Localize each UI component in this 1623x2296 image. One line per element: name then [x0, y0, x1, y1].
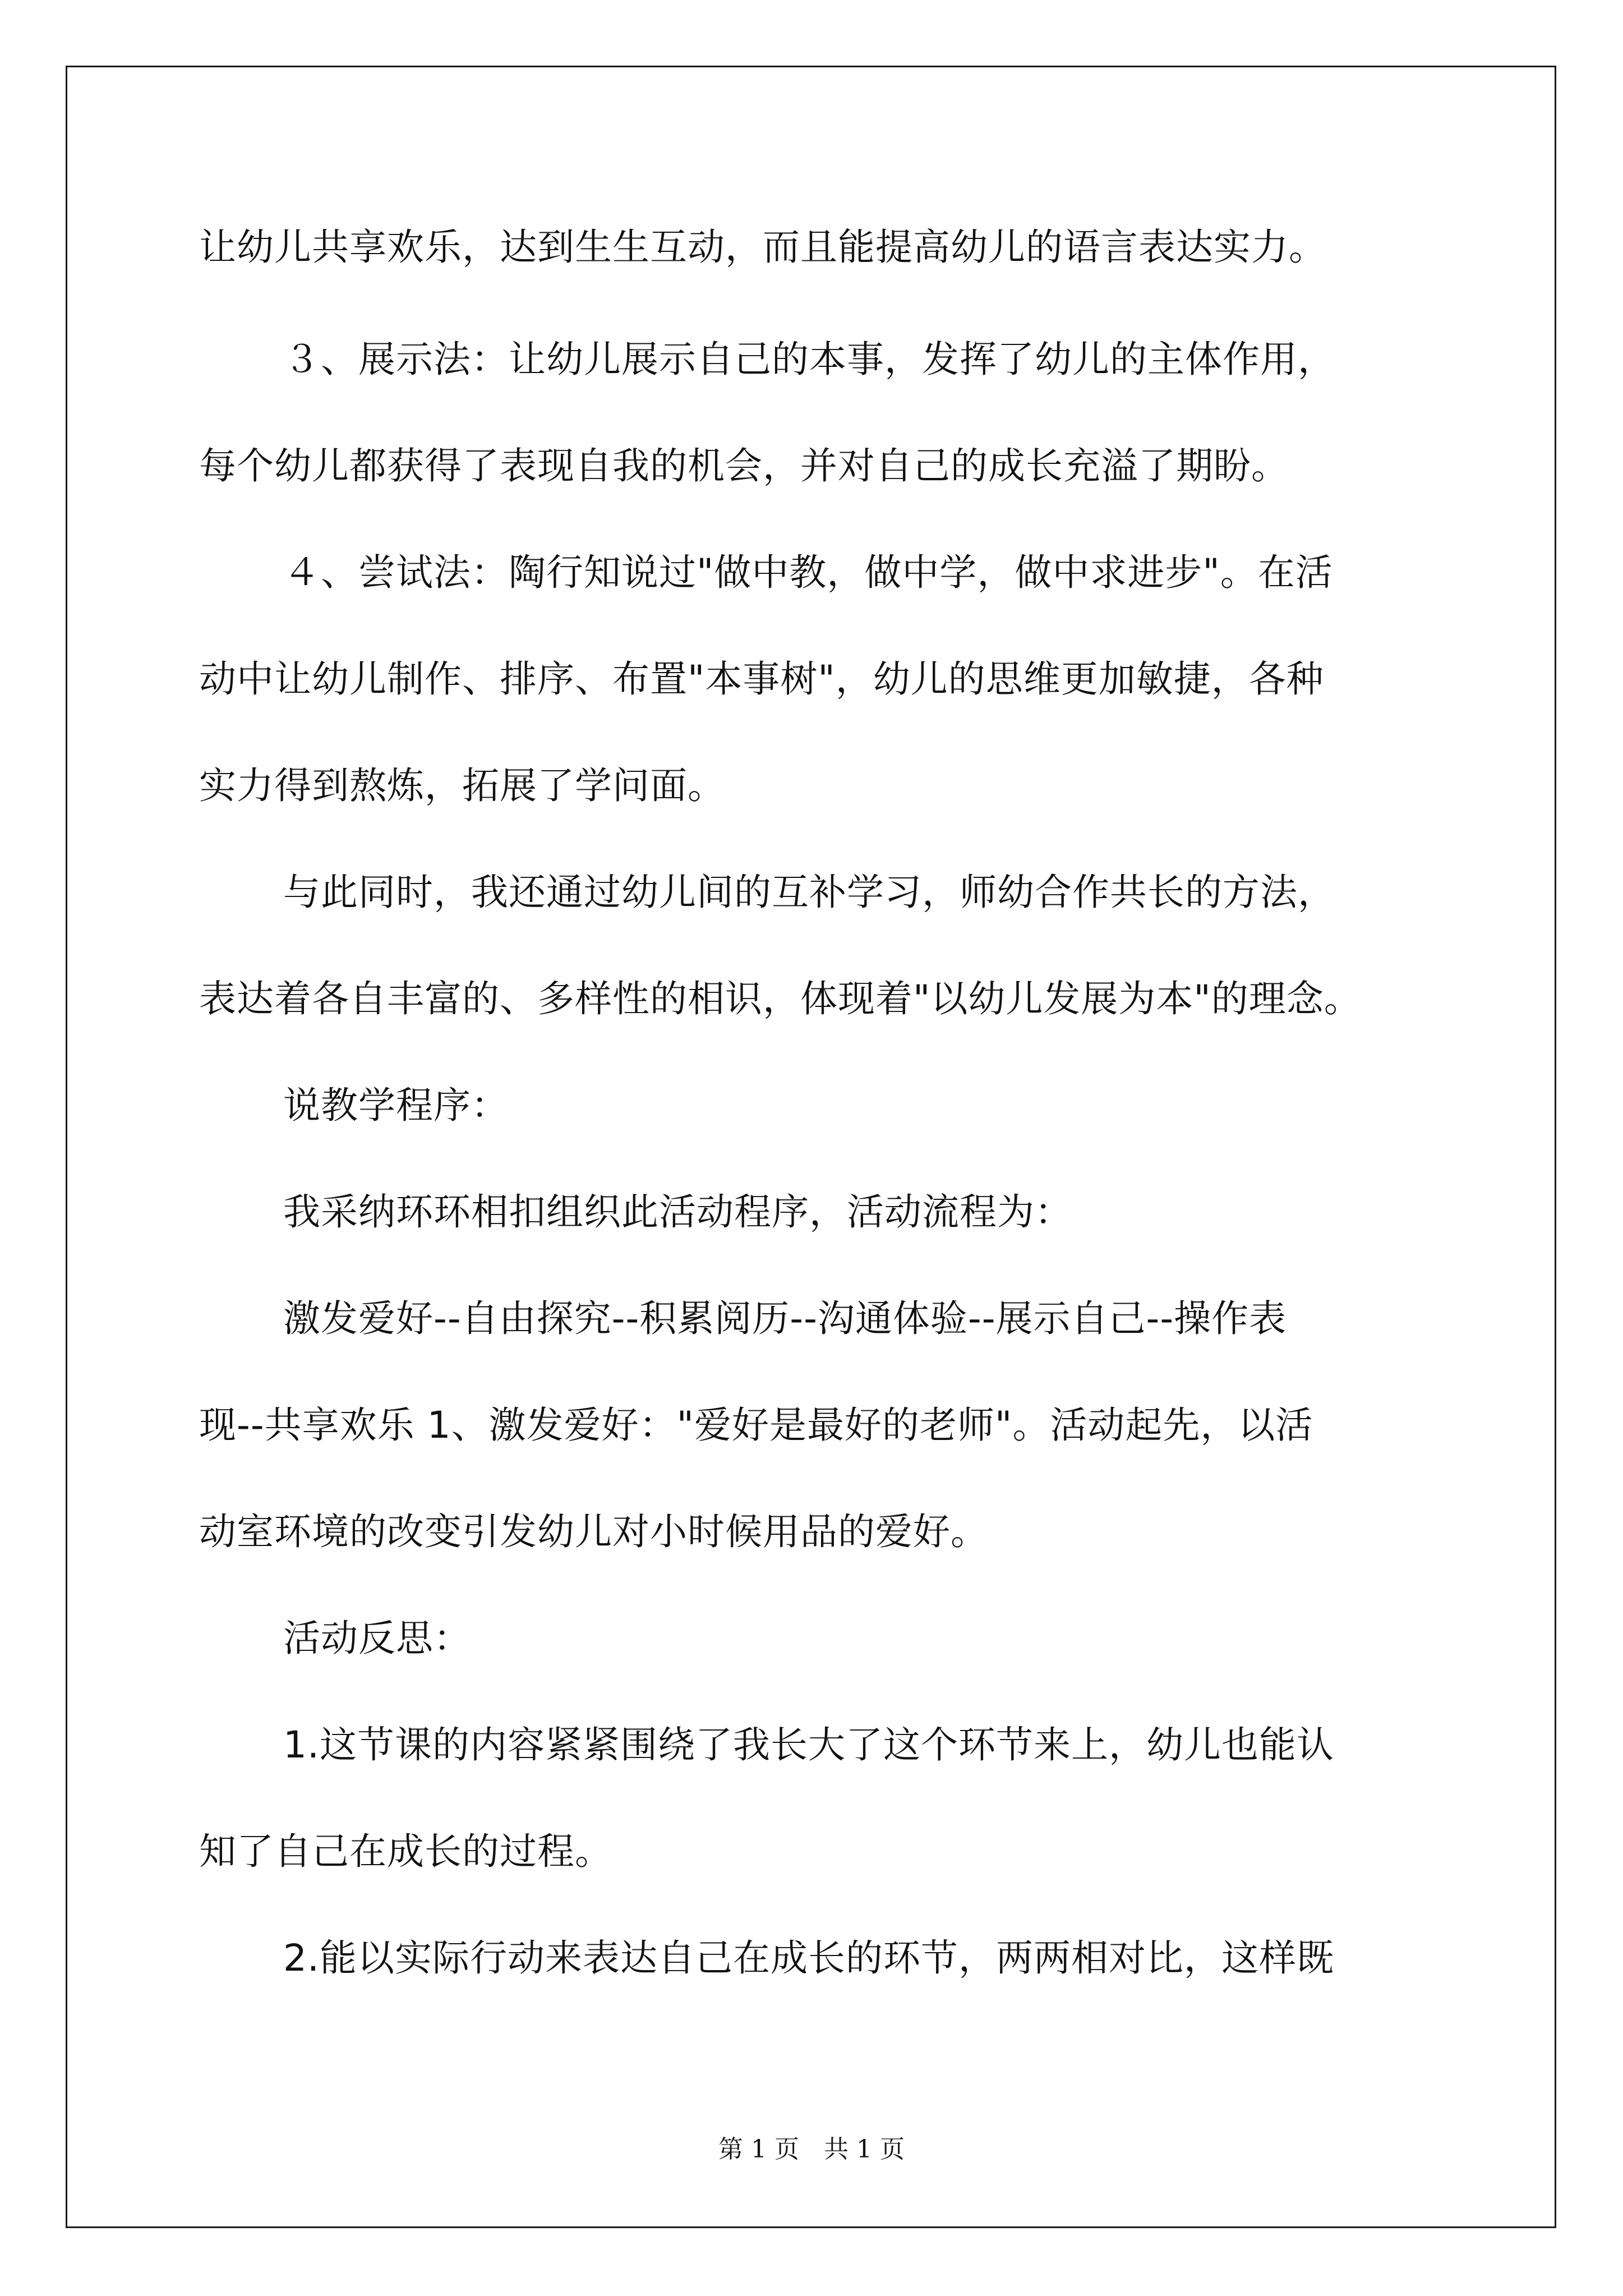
text-line: ３、展示法：让幼儿展示自己的本事，发挥了幼儿的主体作用，	[283, 338, 1335, 381]
page-border	[66, 66, 1556, 2228]
text-line: 实力得到熬炼，拓展了学问面。	[199, 764, 725, 807]
section-heading: 活动反思：	[283, 1617, 471, 1660]
text-line: 2.能以实际行动来表达自己在成长的环节，两两相对比，这样既	[283, 1936, 1334, 1980]
text-line: 现--共享欢乐 1、激发爱好："爱好是最好的老师"。活动起先，以活	[199, 1404, 1313, 1447]
text-line: 让幼儿共享欢乐，达到生生互动，而且能提高幼儿的语言表达实力。	[199, 226, 1326, 269]
page-footer: 第 1 页 共 1 页	[718, 2135, 905, 2164]
text-line: ４、尝试法：陶行知说过"做中教，做中学，做中求进步"。在活	[283, 551, 1333, 594]
text-line: 知了自己在成长的过程。	[199, 1830, 612, 1873]
text-line: 动中让幼儿制作、排序、布置"本事树"，幼儿的思维更加敏捷，各种	[199, 657, 1324, 701]
text-line: 与此同时，我还通过幼儿间的互补学习，师幼合作共长的方法，	[283, 871, 1335, 914]
text-line: 动室环境的改变引发幼儿对小时候用品的爱好。	[199, 1510, 988, 1553]
text-line: 我采纳环环相扣组织此活动程序，活动流程为：	[283, 1190, 1072, 1234]
text-line: 每个幼儿都获得了表现自我的机会，并对自己的成长充溢了期盼。	[199, 444, 1289, 487]
text-line: 表达着各自丰富的、多样性的相识，体现着"以幼儿发展为本"的理念。	[199, 977, 1362, 1020]
text-line: 1.这节课的内容紧紧围绕了我长大了这个环节来上，幼儿也能认	[283, 1723, 1334, 1766]
text-line: 激发爱好--自由探究--积累阅历--沟通体验--展示自己--操作表	[283, 1297, 1287, 1340]
section-heading: 说教学程序：	[283, 1084, 509, 1127]
